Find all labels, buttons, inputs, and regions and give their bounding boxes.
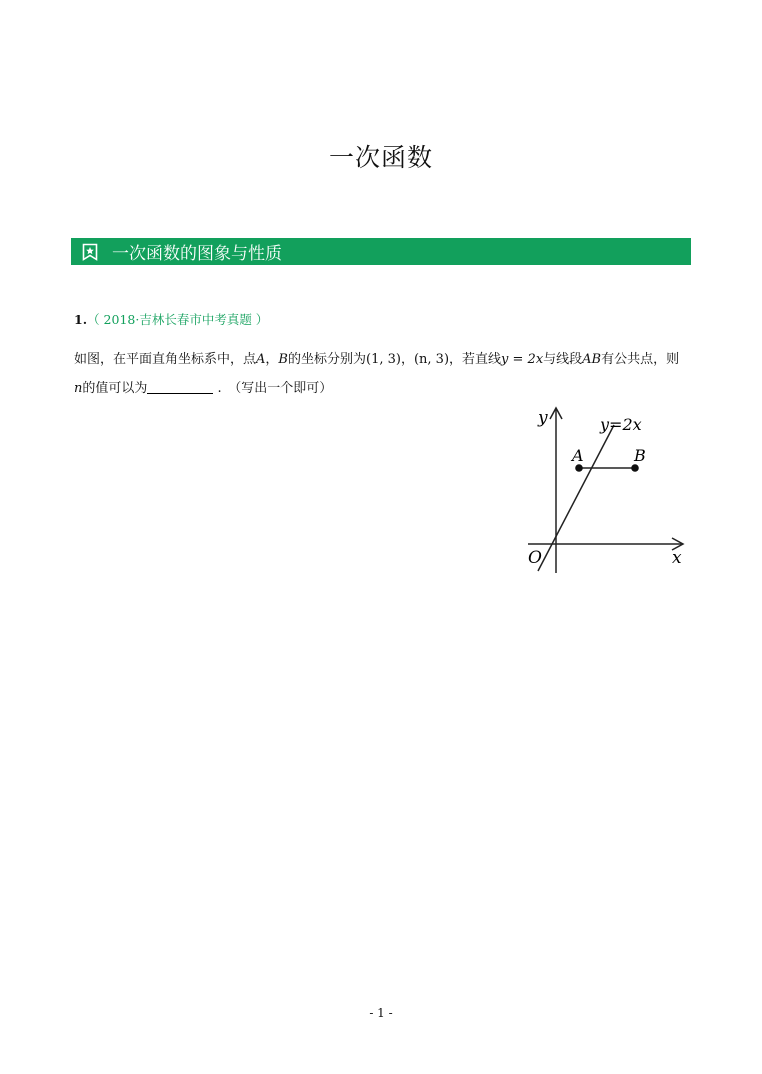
math-segment-ab: AB — [582, 352, 602, 367]
page-title: 一次函数 — [328, 143, 433, 172]
coordinate-figure — [520, 405, 695, 575]
x-axis-label: x — [672, 548, 682, 568]
math-equation: y = 2x — [501, 352, 544, 367]
math-variable-n: n — [74, 381, 83, 396]
math-point-b: B — [278, 352, 288, 367]
answer-blank[interactable] — [147, 379, 213, 394]
text-segment: . — [217, 381, 222, 396]
math-coordinate-b: (n, 3) — [413, 352, 450, 367]
text-segment: 如图，在平面直角坐标系中，点 — [74, 352, 257, 367]
section-header — [71, 238, 691, 265]
question-header — [74, 310, 268, 328]
question-note: （写出一个即可） — [234, 381, 333, 396]
text-segment: 有公共点，则 — [601, 352, 680, 367]
question-line-2 — [74, 374, 692, 403]
text-segment: ，若直线 — [449, 352, 502, 367]
page-number: - 1 - — [369, 1006, 393, 1020]
text-segment: 的值可以为 — [82, 381, 148, 396]
point-a — [575, 464, 583, 472]
point-b-label: B — [634, 446, 646, 465]
text-segment: 的坐标分别为 — [287, 352, 366, 367]
math-point-a: A — [256, 352, 266, 367]
question-source: （ 2018·吉林长春市中考真题 ） — [87, 312, 269, 327]
text-segment: ， — [400, 352, 414, 367]
section-title: 一次函数的图象与性质 — [112, 244, 282, 264]
question-text — [74, 345, 692, 403]
point-a-label: A — [572, 446, 584, 465]
bookmark-star-icon — [82, 243, 98, 261]
question-number: 1. — [74, 312, 88, 327]
point-b — [631, 464, 639, 472]
text-segment: 与线段 — [543, 352, 583, 367]
text-segment: ， — [265, 352, 279, 367]
line-label: y=2x — [600, 415, 642, 434]
origin-label: O — [528, 548, 542, 568]
question-line-1 — [74, 345, 692, 374]
y-axis-label: y — [538, 408, 548, 428]
math-coordinate-a: (1, 3) — [366, 352, 401, 367]
